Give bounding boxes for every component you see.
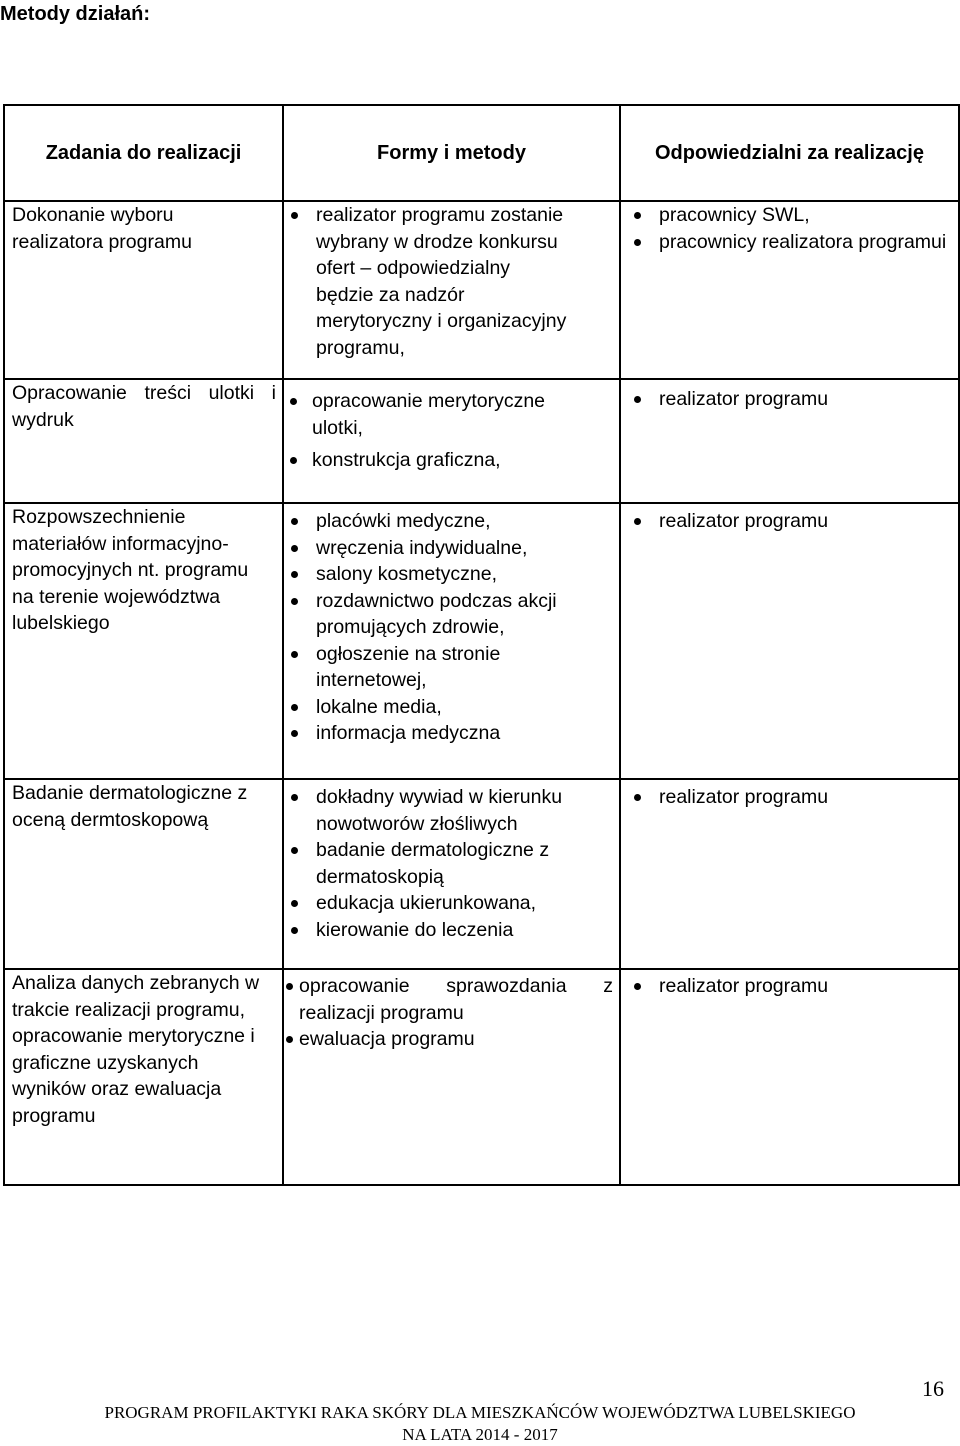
bullet-icon (291, 704, 298, 711)
bullet-icon (291, 212, 298, 219)
method-text: opracowanie sprawozdania z realizacji programu (299, 975, 613, 1024)
list-item (284, 1026, 613, 1053)
bullet-icon (290, 457, 297, 464)
task-cell (4, 379, 283, 503)
responsible-cell (620, 503, 959, 779)
footer-line-1: PROGRAM PROFILAKTYKI RAKA SKÓRY DLA MIESZKAŃCÓW WOJEWÓDZTWA LUBELSKIEGO (104, 1403, 856, 1422)
methods-cell (283, 201, 620, 379)
list-item (627, 973, 958, 1000)
methods-list (284, 202, 619, 361)
page-footer (0, 1402, 960, 1446)
method-text: opracowanie merytoryczne ulotki, (312, 390, 546, 439)
bullet-icon (291, 571, 298, 578)
list-item (284, 694, 589, 721)
list-item (627, 508, 958, 535)
table-row (4, 379, 959, 503)
task-text: Dokonanie wyboru realizatora programu (12, 204, 192, 253)
responsible-cell (620, 201, 959, 379)
table-header-row (4, 105, 959, 201)
list-item (627, 229, 958, 256)
list-item (284, 837, 605, 890)
bullet-icon (291, 545, 298, 552)
method-text: lokalne media, (316, 695, 442, 718)
list-item (284, 641, 589, 694)
responsible-text: pracownicy SWL, (659, 204, 810, 226)
list-item (284, 890, 605, 917)
list-item (627, 784, 958, 811)
method-text: konstrukcja graficzna, (312, 449, 501, 471)
method-text: badanie dermatologiczne z dermatoskopią (316, 839, 550, 888)
task-cell (4, 969, 283, 1185)
task-text: Rozpowszechnienie materiałów informacyjno-promocyjnych nt. programu na terenie województwa lubelskiego (12, 506, 249, 634)
responsible-text: realizator programu (659, 510, 829, 532)
list-item (284, 561, 589, 588)
task-text: Analiza danych zebranych w trakcie realizacji programu, opracowanie merytoryczne i graficzne uzyskanych wyników oraz ewaluacja programu (12, 972, 260, 1127)
list-item (284, 388, 619, 441)
header-methods: Formy i metody (283, 105, 620, 201)
bullet-icon (286, 983, 293, 990)
responsible-cell (620, 779, 959, 969)
bullet-icon (634, 518, 641, 525)
bullet-icon (291, 900, 298, 907)
responsible-cell (620, 969, 959, 1185)
list-item (627, 386, 958, 413)
bullet-icon (291, 518, 298, 525)
table-row (4, 503, 959, 779)
method-text: wręczenia indywidualne, (316, 536, 528, 559)
task-cell (4, 201, 283, 379)
bullet-icon (634, 212, 641, 219)
method-text: ewaluacja programu (299, 1028, 475, 1050)
responsible-list (621, 202, 958, 255)
method-text: informacja medyczna (316, 722, 501, 744)
responsible-list (621, 508, 958, 535)
methods-table (3, 104, 960, 1186)
bullet-icon (634, 983, 641, 990)
bullet-icon (290, 398, 297, 405)
method-text: edukacja ukierunkowana, (316, 892, 537, 914)
list-item (284, 973, 613, 1026)
bullet-icon (634, 794, 641, 801)
methods-list (284, 508, 619, 747)
bullet-icon (291, 927, 298, 934)
list-item (284, 447, 619, 474)
list-item (284, 784, 605, 837)
responsible-list (621, 784, 958, 811)
methods-cell (283, 779, 620, 969)
table-row (4, 969, 959, 1185)
responsible-text: realizator programu (659, 975, 829, 997)
method-text: dokładny wywiad w kierunku nowotworów złośliwych (316, 786, 563, 835)
bullet-icon (634, 239, 641, 246)
method-text: salony kosmetyczne, (316, 563, 497, 585)
bullet-icon (291, 794, 298, 801)
task-text: Opracowanie treści ulotki i wydruk (12, 382, 276, 431)
list-item (284, 720, 589, 747)
page-number: 16 (922, 1376, 944, 1401)
list-item (284, 202, 619, 361)
responsible-text: pracownicy realizatora programui (659, 230, 947, 253)
methods-list (284, 784, 619, 943)
list-item (627, 202, 958, 229)
task-cell (4, 779, 283, 969)
method-text: ogłoszenie na stronie internetowej, (316, 642, 501, 691)
task-text: Badanie dermatologiczne z oceną dermtoskopową (12, 782, 248, 831)
header-tasks: Zadania do realizacji (4, 105, 283, 201)
list-item (284, 508, 589, 535)
bullet-icon (291, 651, 298, 658)
table-row (4, 779, 959, 969)
methods-cell (283, 379, 620, 503)
bullet-icon (634, 396, 641, 403)
responsible-text: realizator programu (659, 388, 829, 410)
bullet-icon (286, 1036, 293, 1043)
methods-cell (283, 503, 620, 779)
methods-list (284, 388, 619, 474)
table-row (4, 201, 959, 379)
list-item (284, 917, 605, 944)
method-text: rozdawnictwo podczas akcji promujących zdrowie, (316, 589, 557, 638)
list-item (284, 535, 589, 562)
method-text: realizator programu zostanie wybrany w drodze konkursu ofert – odpowiedzialny będzie za nadzór merytoryczny i organizacyjny programu, (316, 204, 567, 359)
list-item (284, 588, 589, 641)
section-heading: Metody działań: (0, 3, 151, 25)
bullet-icon (291, 730, 298, 737)
responsible-list (621, 386, 958, 413)
task-cell (4, 503, 283, 779)
header-responsible: Odpowiedzialni za realizację (620, 105, 959, 201)
method-text: placówki medyczne, (316, 510, 491, 532)
method-text: kierowanie do leczenia (316, 918, 514, 941)
methods-list (284, 973, 619, 1053)
responsible-list (621, 973, 958, 1000)
responsible-text: realizator programu (659, 786, 829, 808)
bullet-icon (291, 847, 298, 854)
responsible-cell (620, 379, 959, 503)
footer-line-2: NA LATA 2014 - 2017 (402, 1425, 558, 1444)
methods-cell (283, 969, 620, 1185)
bullet-icon (291, 598, 298, 605)
